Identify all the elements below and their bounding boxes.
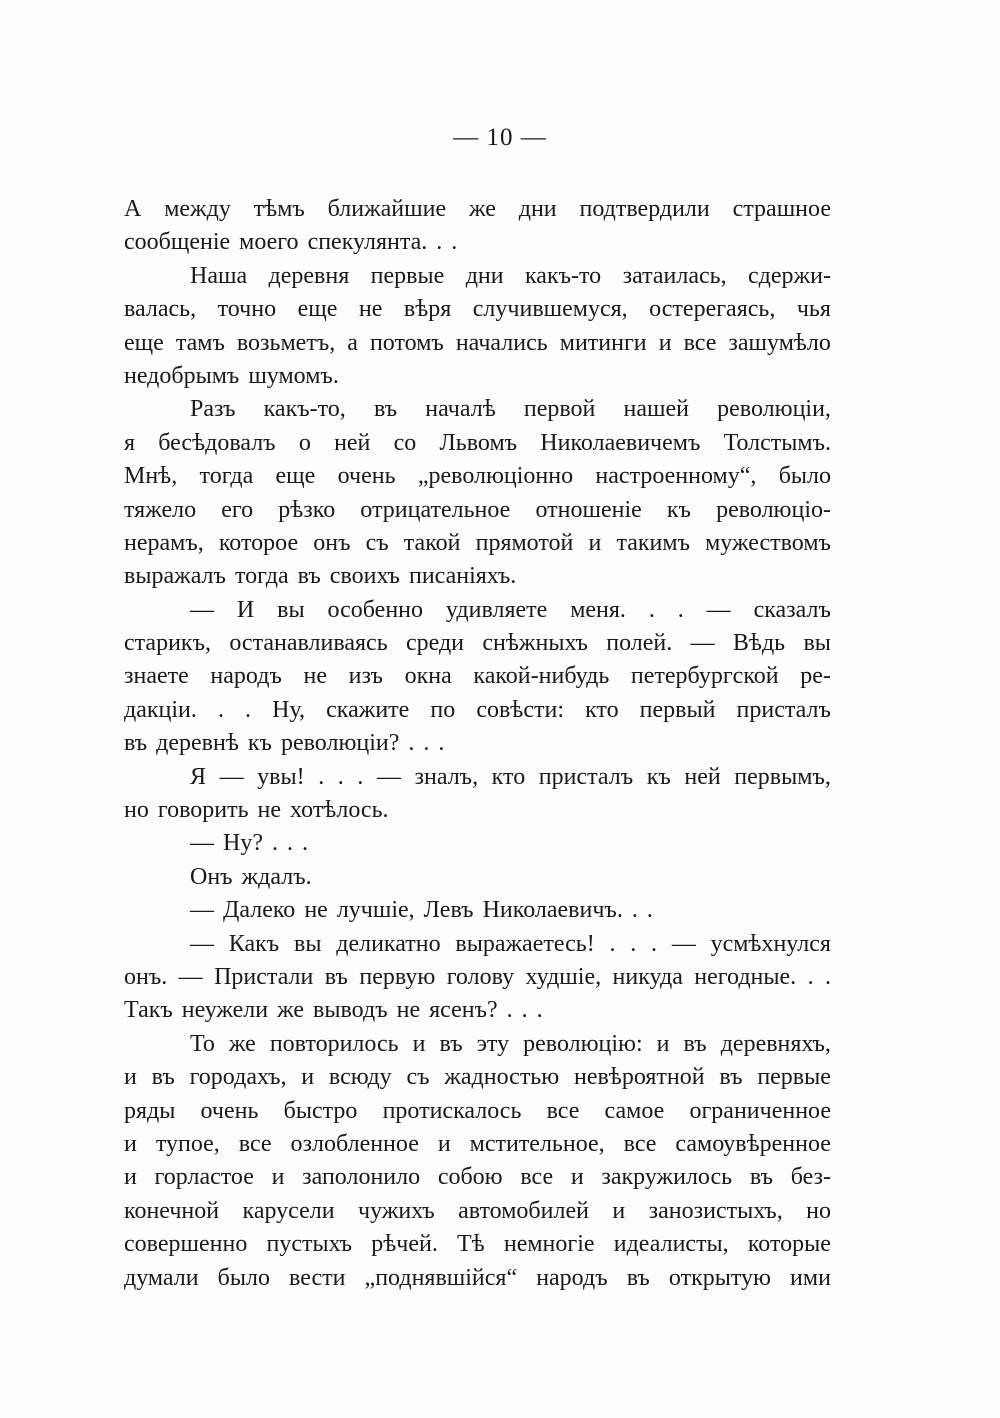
word: все [238,1130,272,1157]
word: заполонило [302,1164,421,1191]
text-line [124,1128,831,1161]
word: революціо- [716,496,831,523]
word: бесѣдовалъ [158,429,276,456]
word: лучшіе, [336,897,415,924]
word: говорить [157,797,249,824]
word: деревня [268,262,350,289]
word: невѣроятной [573,1064,705,1091]
word: эту [476,1030,510,1057]
word: вы [293,930,322,957]
page-number: — 10 — [453,124,547,151]
word: было [778,463,831,490]
word: . [217,696,224,723]
word: Ну, [272,696,306,723]
text-line [124,727,831,760]
word: революціи, [717,396,831,423]
word: я [124,429,136,456]
word: жадностью [444,1064,560,1091]
word: въ [719,1064,743,1091]
word: увы! [257,763,305,790]
word: ре- [800,663,831,690]
word: зашумѣло [728,329,831,356]
word: . [357,763,364,790]
word: Наша [190,262,248,289]
word: отрицательное [360,496,511,523]
word: Такъ [124,997,173,1024]
word: прямотой [475,529,574,556]
word: кто [491,763,526,790]
word: . [609,930,616,957]
word: . [648,596,655,623]
word: озлобленное [290,1130,419,1157]
word: останавливаясь [229,630,388,657]
word: митинги [559,329,647,356]
word: недобрымъ [124,362,240,389]
word: Львомъ [439,429,518,456]
word: своихъ [329,563,400,590]
word: деревнѣ [156,730,239,757]
word: . [245,696,252,723]
text-line [124,761,831,794]
text-line [124,1095,831,1128]
word: въ [683,1030,707,1057]
word: ими [790,1264,831,1291]
word: очень [200,1097,259,1124]
word: . [286,830,293,857]
word: совѣсти: [476,696,564,723]
text-line [124,928,831,961]
word: въ [324,963,348,990]
word: которое [218,529,299,556]
word: без- [790,1164,831,1191]
word: тяжело [124,496,197,523]
word: окна [404,663,452,690]
word: потомъ [369,329,444,356]
word: еще [275,463,316,490]
word: А [124,196,142,222]
word: . [521,997,528,1024]
word: и [658,329,672,356]
word: . [337,763,344,790]
text-line [124,594,831,627]
word: чужихъ [358,1197,435,1224]
word: . [301,830,308,857]
word: петербургской [630,663,779,690]
word: автомобилей [458,1197,589,1224]
word: сдержи- [748,262,831,289]
word: быстро [283,1097,358,1124]
text-line [124,360,831,393]
word: тогда [199,463,254,490]
word: . [436,229,443,256]
word: Николаевичемъ [540,429,701,456]
word: все [546,1097,580,1124]
word: пустыхъ [266,1231,353,1258]
word: рѣчей. [371,1231,438,1258]
word: закружилось [601,1164,733,1191]
word: занозистыхъ, [648,1197,783,1224]
word: собою [437,1164,503,1191]
text-line [124,1061,831,1094]
word: И [236,596,255,623]
word: которые [747,1231,831,1258]
text-line [124,193,831,226]
word: усмѣхнулся [710,930,831,957]
word: старикъ, [124,630,211,657]
word: случившемуся, [472,296,628,323]
word: подтвердили [579,196,710,222]
word: въ [373,396,398,423]
word: первымъ, [734,763,831,790]
word: къ [666,496,691,523]
word: все [683,329,717,356]
word: присталъ [538,763,634,790]
word: какъ-то, [263,396,346,423]
word: — [219,763,244,790]
word: началѣ [425,396,496,423]
word: деликатно [336,930,441,957]
word: — [178,963,203,990]
word: совершенно [124,1231,248,1258]
text-line [124,427,831,460]
word: революціи? [280,730,400,757]
text-line [124,260,831,293]
word: очень [337,463,396,490]
word: и [124,1164,137,1191]
word: . [318,763,325,790]
word: — [671,930,696,957]
word: . [630,930,637,957]
word: такой [403,529,461,556]
word: „революціонно [417,463,574,490]
word: а [347,329,358,356]
word: тогда [234,563,289,590]
word: самоувѣренное [675,1130,831,1157]
word: по [430,696,456,723]
word: дни [465,262,504,289]
word: и [271,1164,285,1191]
word: — [190,596,214,623]
word: особенно [327,596,424,623]
word: повторилось [269,1030,399,1057]
text-line [124,627,831,660]
text-line [124,1161,831,1194]
word: какой-нибудь [473,663,610,690]
word: деревняхъ, [720,1030,831,1057]
word: немногіе [503,1231,595,1258]
word: Николаевичъ. [482,897,623,924]
word: первые [370,262,445,289]
word: все [623,1130,657,1157]
text-line [124,494,831,527]
word: . [438,730,445,757]
text-line [124,1228,831,1261]
word: было [217,1264,270,1291]
text-line [124,527,831,560]
word: моего [239,229,299,256]
word: Левъ [423,897,474,924]
word: скажите [326,696,410,723]
word: . [423,730,430,757]
word: полей. [606,630,673,657]
word: выражалъ [124,563,226,590]
word: открытую [668,1264,771,1291]
word: первый [639,696,716,723]
word: — [190,830,214,857]
text-line [124,1262,831,1295]
word: и [570,1164,584,1191]
word: Онъ [190,863,233,890]
word: дни [518,196,557,222]
word: изъ [348,663,383,690]
word: знаете [124,663,189,690]
word: въ [626,1264,650,1291]
word: присталъ [736,696,831,723]
word: революцію: [523,1030,643,1057]
word: Тѣ [457,1231,485,1258]
word: ряды [124,1097,176,1124]
word: — [706,596,731,623]
word: тамъ [175,329,225,356]
word: валась, [124,296,197,323]
word: . [451,229,458,256]
word: удивляете [445,596,548,623]
word: худшіе, [525,963,602,990]
text-line [124,327,831,360]
word: въ [439,1030,463,1057]
word: горластое [154,1164,254,1191]
text-line [124,460,831,493]
word: мстительное, [469,1130,605,1157]
word: ближайшие [327,196,447,222]
text-line [124,894,831,927]
word: тупое, [155,1130,220,1157]
word: . [408,730,415,757]
word: не [396,997,421,1024]
word: — [190,930,214,957]
text-line [124,827,831,860]
word: . [506,997,513,1024]
word: ограниченное [689,1097,831,1124]
word: Далеко [223,897,296,924]
word: и [437,1130,451,1157]
word: зналъ, [414,763,479,790]
word: идеалисты, [613,1231,729,1258]
page-body-text [124,193,831,1295]
word: снѣжныхъ [482,630,588,657]
word: же [468,196,496,222]
word: его [221,496,254,523]
word: въ [297,563,321,590]
text-line [124,961,831,994]
word: затаилась, [622,262,727,289]
word: но [806,1197,831,1224]
word: первой [523,396,596,423]
word: . [536,997,543,1024]
word: и [656,1030,670,1057]
word: начались [455,329,548,356]
word: Мнѣ, [124,463,178,490]
word: самое [604,1097,665,1124]
word: народъ [210,663,282,690]
word: негодные. [694,963,797,990]
word: но [124,797,149,824]
word: еще [297,296,338,323]
text-line [124,1195,831,1228]
word: между [164,196,231,222]
word: Вѣдь [732,630,786,657]
word: и [588,529,602,556]
word: неужели [181,997,269,1024]
word: чья [796,296,831,323]
text-line [124,226,831,259]
word: возьметъ, [236,329,336,356]
word: думали [124,1264,199,1291]
word: хотѣлось. [290,797,389,824]
word: все [520,1164,554,1191]
word: карусели [242,1197,335,1224]
word: . [824,963,831,990]
word: и [301,1064,315,1091]
word: онъ. [124,963,168,990]
word: голову [446,963,515,990]
word: вы [803,630,831,657]
word: всюду [328,1064,392,1091]
word: какъ-то [525,262,602,289]
text-line [124,794,831,827]
word: Какъ [228,930,280,957]
word: о [298,429,311,456]
word: онъ [313,529,351,556]
word: первую [359,963,436,990]
word: первые [757,1064,831,1091]
word: съ [406,1064,430,1091]
word: и [124,1130,137,1157]
word: еще [124,329,164,356]
word: протискалось [382,1097,522,1124]
word: съ [365,529,389,556]
word: же [277,997,305,1024]
word: шумомъ. [248,362,339,389]
word: народъ [536,1264,608,1291]
word: такимъ [616,529,690,556]
text-line [124,694,831,727]
word: . [271,830,278,857]
word: въ [124,730,148,757]
word: никуда [612,963,683,990]
word: вести [289,1264,346,1291]
word: спекулянта. [307,229,428,256]
word: выражаетесь! [455,930,595,957]
word: конечной [124,1197,220,1224]
word: со [393,429,417,456]
word: и [412,1030,426,1057]
text-line [124,293,831,326]
word: дакціи. [124,696,197,723]
word: сказалъ [753,596,831,623]
word: ней [684,763,721,790]
word: ждалъ. [241,863,312,890]
word: и [124,1064,137,1091]
text-line [124,861,831,894]
word: Разъ [190,396,236,423]
word: отношеніе [535,496,642,523]
word: Ну? [223,830,263,857]
word: точно [217,296,277,323]
word: нашей [623,396,690,423]
word: . [651,930,658,957]
word: не [304,897,328,924]
word: вѣря [403,296,452,323]
word: — [690,630,715,657]
text-line [124,560,831,593]
word: . [646,897,653,924]
text-line [124,660,831,693]
word: То [190,1030,215,1057]
word: не [257,797,282,824]
word: къ [247,730,272,757]
word: . [677,596,684,623]
word: вы [277,596,305,623]
word: писаніяхъ. [408,563,517,590]
word: тѣмъ [253,196,305,222]
word: нерамъ, [124,529,204,556]
word: Я [190,763,207,790]
word: — [376,763,401,790]
word: городахъ, [189,1064,287,1091]
word: — [190,897,214,924]
text-line [124,393,831,426]
word: меня. [570,596,626,623]
word: Толстымъ. [723,429,831,456]
word: ясенъ? [429,997,498,1024]
word: выводъ [313,997,388,1024]
word: кто [585,696,619,723]
word: . [807,963,814,990]
text-line [124,1028,831,1061]
word: „поднявшійся“ [364,1264,518,1291]
word: же [228,1030,256,1057]
word: въ [151,1064,175,1091]
word: среди [405,630,465,657]
word: сообщеніе [124,229,231,256]
word: къ [646,763,671,790]
word: остерегаясь, [649,296,776,323]
word: не [358,296,383,323]
word: мужествомъ [705,529,831,556]
word: ней [334,429,371,456]
word: и [612,1197,626,1224]
text-line [124,994,831,1027]
word: рѣзко [278,496,336,523]
word: въ [749,1164,773,1191]
word: не [303,663,327,690]
word: . [631,897,638,924]
word: Пристали [214,963,314,990]
word: настроенному“, [595,463,757,490]
word: страшное [732,196,831,222]
